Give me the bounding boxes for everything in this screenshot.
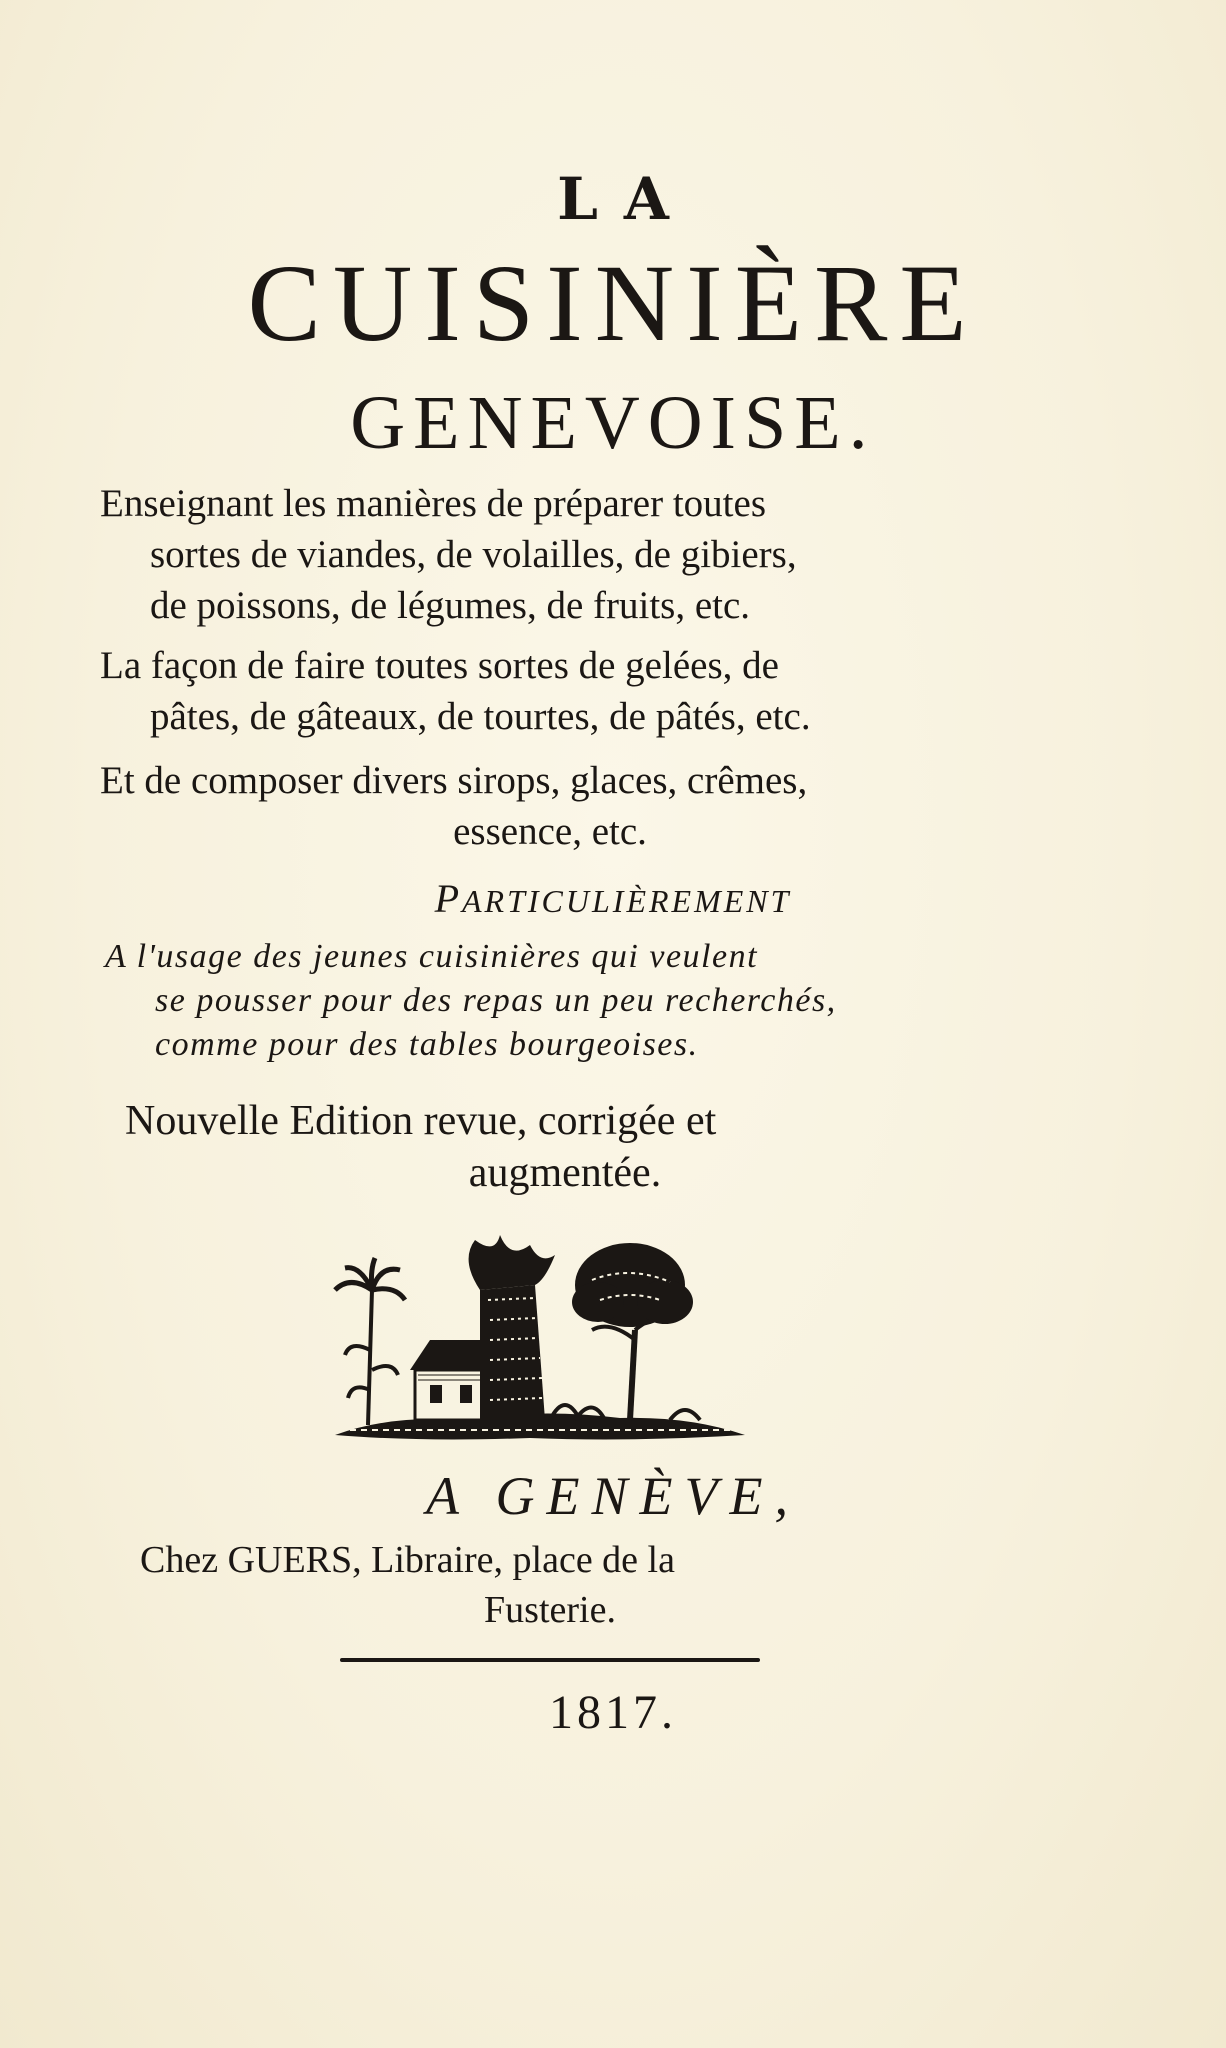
imprint-publisher — [140, 1535, 960, 1635]
particulierement-initial: P — [434, 876, 462, 921]
usage-line: A l'usage des jeunes cuisinières qui veulent — [105, 938, 759, 975]
title-sub: GENEVOISE. — [350, 381, 876, 465]
particulierement-rest: ARTICULIÈREMENT — [462, 883, 792, 919]
description-line: La façon de faire toutes sortes de gelées, de — [100, 644, 779, 687]
usage-note — [105, 935, 1005, 1067]
imprint-city: A GENÈVE, — [426, 1466, 800, 1526]
description-line: Enseignant les manières de préparer toutes — [100, 482, 766, 525]
description-line: de poissons, de légumes, de fruits, etc. — [150, 584, 751, 627]
description-syrups — [100, 755, 1000, 857]
description-pastries — [100, 640, 1000, 742]
horizontal-rule — [340, 1658, 760, 1662]
description-recipes — [100, 478, 1000, 631]
edition-line: augmentée. — [468, 1150, 662, 1196]
usage-line: se pousser pour des repas un peu recherchés, — [155, 982, 837, 1019]
publisher-line: Chez GUERS, Libraire, place de la — [140, 1539, 675, 1581]
usage-line: comme pour des tables bourgeoises. — [155, 1026, 699, 1063]
description-line: pâtes, de gâteaux, de tourtes, de pâtés, etc. — [150, 695, 811, 738]
landscape-vignette-illustration — [330, 1230, 750, 1450]
description-line: sortes de viandes, de volailles, de gibiers, — [150, 533, 797, 576]
publication-year: 1817. — [549, 1686, 677, 1739]
description-line: essence, etc. — [453, 810, 647, 853]
description-line: Et de composer divers sirops, glaces, crêmes, — [100, 759, 808, 802]
title-article: LA — [557, 165, 695, 233]
particulierement-heading — [0, 875, 1226, 922]
edition-note — [125, 1095, 1005, 1199]
edition-line: Nouvelle Edition revue, corrigée et — [125, 1098, 717, 1144]
title-main: CUISINIÈRE — [247, 242, 979, 364]
publisher-line: Fusterie. — [484, 1589, 616, 1631]
